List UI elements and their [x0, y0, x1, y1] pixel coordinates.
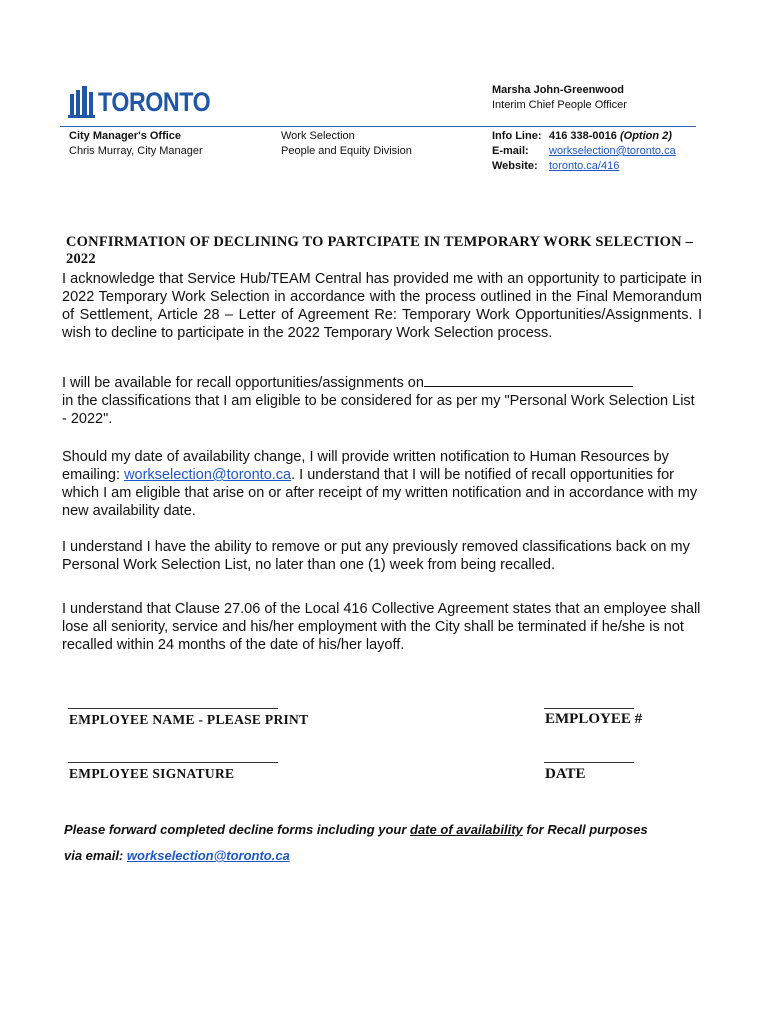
employee-signature-line[interactable]	[68, 762, 278, 763]
paragraph-change-notice	[62, 448, 702, 520]
employee-name-line[interactable]	[68, 708, 278, 709]
body-email-link[interactable]: workselection@toronto.ca	[124, 467, 292, 483]
website-label: Website:	[492, 160, 538, 172]
footer-note-line2	[64, 848, 290, 863]
availability-text: I will be available for recall opportunities/assignments on	[62, 375, 424, 391]
website-link[interactable]: toronto.ca/416	[549, 160, 620, 172]
availability-text-cont: in the classifications that I am eligible to be considered for as per my "Personal Work Selection List - 2022".	[62, 393, 695, 427]
change-notice-text-cont: . I understand that I will be notified of recall opportunities for which I am eligible that arise on or after receipt of my written notification and in accordance with my new availability date.	[62, 467, 698, 519]
footer-via-email: via email:	[64, 848, 124, 863]
date-label: DATE	[545, 766, 586, 782]
employee-number-label: EMPLOYEE #	[545, 711, 643, 727]
header-rule	[60, 126, 696, 127]
division-line1: Work Selection	[281, 130, 355, 142]
officer-name: Marsha John-Greenwood	[492, 84, 625, 96]
email-row	[492, 144, 676, 159]
date-line[interactable]	[544, 762, 634, 763]
availability-date-blank[interactable]	[424, 374, 633, 387]
info-phone: 416 338-0016	[549, 130, 617, 142]
footer-text: Please forward completed decline forms including your	[64, 822, 407, 837]
division-line2: People and Equity Division	[281, 145, 412, 157]
paragraph-remove-classifications: I understand I have the ability to remove or put any previously removed classifications back on my Personal Work Selection List, no later than one (1) week from being recalled.	[62, 539, 690, 573]
footer-note-line1	[64, 822, 648, 837]
info-line-row	[492, 129, 676, 144]
contact-block	[492, 129, 676, 174]
logo-wordmark: TORONTO	[98, 87, 211, 117]
footer-text-cont: for Recall purposes	[526, 822, 648, 837]
website-row	[492, 159, 676, 174]
change-notice-text: Should my date of availability change, I will provide written notification to Human Resources by emailing:	[62, 449, 669, 483]
header-email-link[interactable]: workselection@toronto.ca	[549, 145, 676, 157]
office-block	[69, 129, 203, 159]
paragraph-availability	[62, 374, 702, 428]
paragraph-clause: I understand that Clause 27.06 of the Local 416 Collective Agreement states that an employee shall lose all seniority, service and his/her employment with the City shall be terminated if he/she is not recalled within 24 months of the date of his/her layoff.	[62, 601, 701, 653]
officer-title: Interim Chief People Officer	[492, 99, 627, 111]
document-title: CONFIRMATION OF DECLINING TO PARTCIPATE IN TEMPORARY WORK SELECTION – 2022	[66, 234, 694, 267]
officer-block	[492, 83, 627, 113]
email-label: E-mail:	[492, 145, 529, 157]
footer-email-link[interactable]: workselection@toronto.ca	[126, 848, 290, 863]
employee-signature-label: EMPLOYEE SIGNATURE	[69, 766, 235, 781]
info-option: (Option 2)	[619, 130, 672, 142]
info-label: Info Line:	[492, 130, 542, 142]
employee-number-line[interactable]	[544, 708, 634, 709]
footer-underlined: date of availability	[410, 822, 523, 837]
paragraph-acknowledgement: I acknowledge that Service Hub/TEAM Central has provided me with an opportunity to participate in 2022 Temporary Work Selection in accordance with the process outlined in the Final Memorandum of Settlement, Article 28 – Letter of Agreement Re: Temporary Work Opportunities/Assignments. I wish to decline to participate in the 2022 Temporary Work Selection process.	[62, 271, 702, 341]
manager-name: Chris Murray, City Manager	[69, 145, 203, 157]
office-name: City Manager's Office	[69, 130, 182, 142]
division-block	[281, 129, 412, 159]
employee-name-label: EMPLOYEE NAME - PLEASE PRINT	[69, 712, 309, 727]
